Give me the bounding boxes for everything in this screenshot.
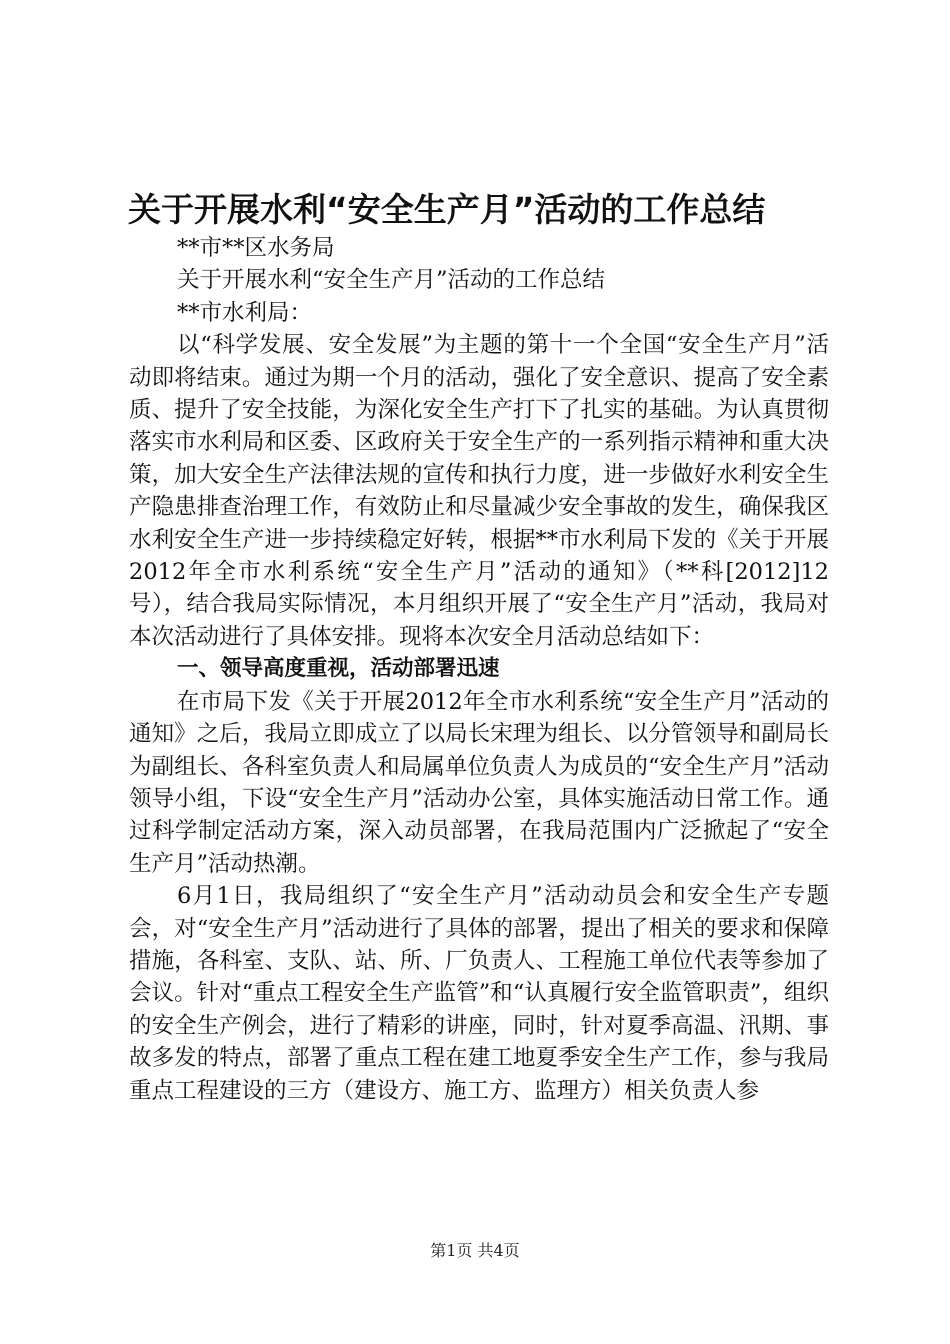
document-title: 关于开展水利“安全生产月”活动的工作总结 [128,190,766,229]
paragraph-sender: **市**区水务局 [177,235,335,261]
paragraph-recipient: **市水利局： [177,299,313,326]
paragraph-section-2: 6月1日，我局组织了“安全生产月”活动动员会和安全生产专题会，对“安全生产月”活动进行了具体的部署，提出了相关的要求和保障措施，各科室、支队、站、所、厂负责人、工程施工单位代表等参加了会议。针对“重点工程安全生产监管”和“认真履行安全监管职责”，组织的安全生产例会，进行了精彩的讲座，同时，针对夏季高温、汛期、事故多发的特点，部署了重点工程在建工地夏季安全生产工作，参与我局重点工程建设的三方（建设方、施工方、监理方）相关负责人参 [129,883,829,1104]
document-body [129,232,829,1107]
paragraph-subtitle: 关于开展水利“安全生产月”活动的工作总结 [177,267,606,294]
section-heading: 一、领导高度重视，活动部署迅速 [177,656,500,682]
paragraph-intro: 以“科学发展、安全发展”为主题的第十一个全国“安全生产月”活动即将结束。通过为期一个月的活动，强化了安全意识、提高了安全素质、提升了安全技能，为深化安全生产打下了扎实的基础。为认真贯彻落实市水利局和区委、区政府关于安全生产的一系列指示精神和重大决策，加大安全生产法律法规的宣传和执行力度，进一步做好水利安全生产隐患排查治理工作，有效防止和尽量减少安全事故的发生，确保我区水利安全生产进一步持续稳定好转，根据**市水利局下发的《关于开展2012年全市水利系统“安全生产月”活动的通知》（**科[2012]12号），结合我局实际情况，本月组织开展了“安全生产月”活动，我局对本次活动进行了具体安排。现将本次安全月活动总结如下： [129,332,829,650]
page-number-footer: 第1页 共4页 [430,1241,520,1260]
paragraph-section-1: 在市局下发《关于开展2012年全市水利系统“安全生产月”活动的通知》之后，我局立即成立了以局长宋理为组长、以分管领导和副局长为副组长、各科室负责人和局属单位负责人为成员的“安全生产月”活动领导小组，下设“安全生产月”活动办公室，具体实施活动日常工作。通过科学制定活动方案，深入动员部署，在我局范围内广泛掀起了“安全生产月”活动热潮。 [129,688,829,877]
